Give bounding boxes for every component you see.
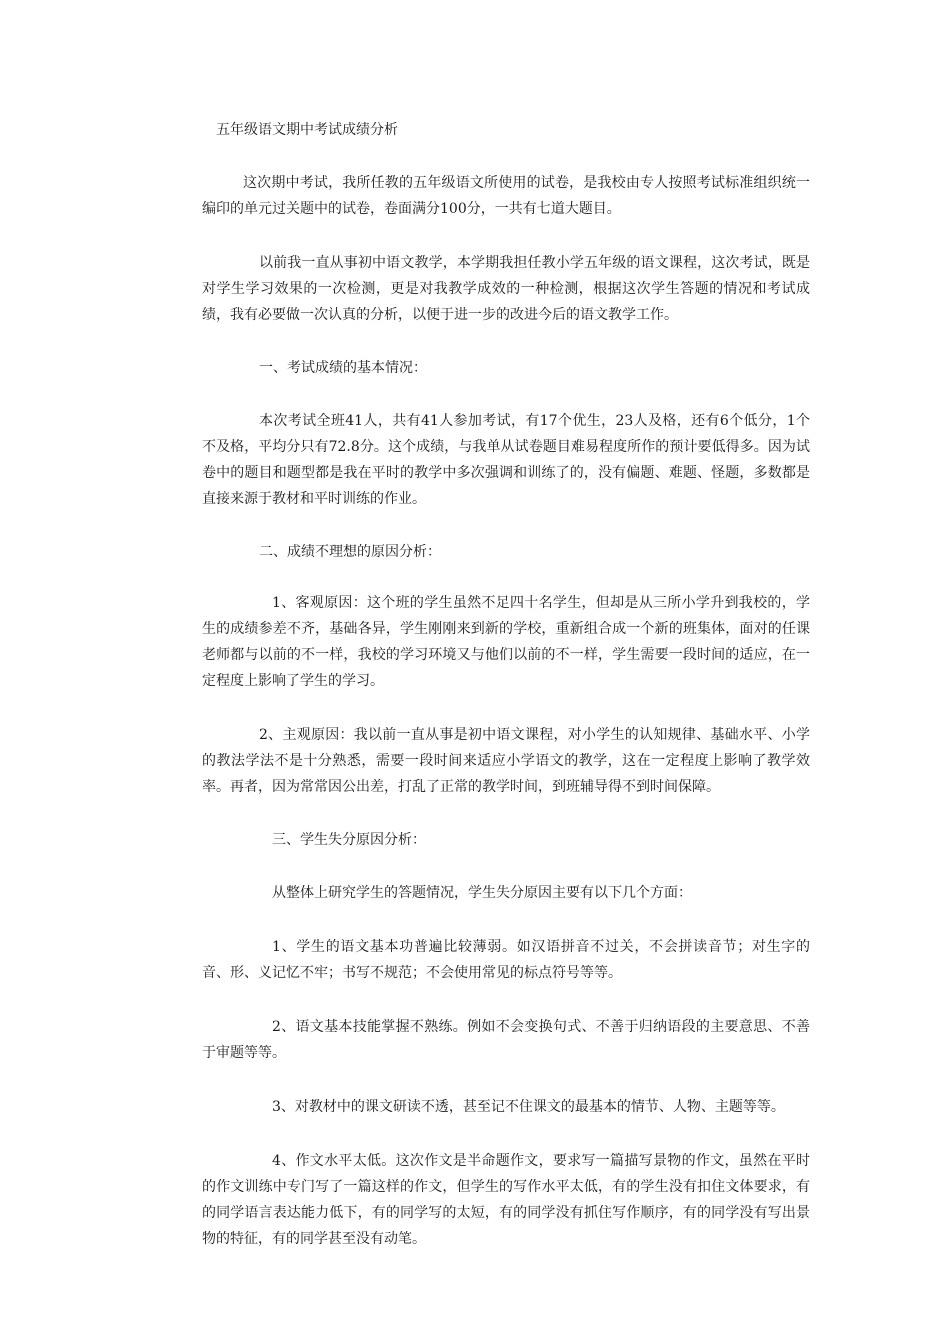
document-title: 五年级语文期中考试成绩分析 [216,122,398,138]
section-heading-reasons: 二、成绩不理想的原因分析： [259,544,441,560]
score-loss-item-1: 1、学生的语文基本功普遍比较薄弱。如汉语拼音不过关，不会拼读音节；对生字的音、形、义记忆不牢；书写不规范；不会使用常见的标点符号等等。 [202,939,810,981]
intro-paragraph: 这次期中考试，我所任教的五年级语文所使用的试卷，是我校由专人按照考试标准组织统一编印的单元过关题中的试卷，卷面满分100分，一共有七道大题目。 [202,175,810,217]
score-loss-item-2: 2、语文基本技能掌握不熟练。例如不会变换句式、不善于归纳语段的主要意思、不善于审题等等。 [202,1019,810,1061]
section-heading-basic-results: 一、考试成绩的基本情况： [259,360,427,376]
results-paragraph: 本次考试全班41人，共有41人参加考试，有17个优生，23人及格，还有6个低分，1个不及格，平均分只有72.8分。这个成绩，与我单从试卷题目难易程度所作的预计要低得多。因为试卷中的题目和题型都是我在平时的教学中多次强调和训练了的，没有偏题、难题、怪题，多数都是直接来源于教材和平时训练的作业。 [202,413,810,507]
score-loss-item-4: 4、作文水平太低。这次作文是半命题作文，要求写一篇描写景物的作文，虽然在平时的作文训练中专门写了一篇这样的作文，但学生的写作水平太低，有的学生没有扣住文体要求，有的同学语言表达能力低下，有的同学写的太短，有的同学没有抓住写作顺序，有的同学没有写出景物的特征，有的同学甚至没有动笔。 [202,1153,810,1247]
subjective-reason-paragraph: 2、主观原因：我以前一直从事是初中语文课程，对小学生的认知规律、基础水平、小学的教法学法不是十分熟悉，需要一段时间来适应小学语文的教学，这在一定程度上影响了教学效率。再者，因为常常因公出差，打乱了正常的教学时间，到班辅导得不到时间保障。 [202,727,810,795]
objective-reason-paragraph: 1、客观原因：这个班的学生虽然不足四十名学生，但却是从三所小学升到我校的，学生的成绩参差不齐，基础各异，学生刚刚来到新的学校，重新组合成一个新的班集体，面对的任课老师都与以前的不一样，我校的学习环境又与他们以前的不一样，学生需要一段时间的适应，在一定程度上影响了学生的学习。 [202,595,810,689]
background-paragraph: 以前我一直从事初中语文教学，本学期我担任教小学五年级的语文课程，这次考试，既是对学生学习效果的一次检测，更是对我教学成效的一种检测，根据这次学生答题的情况和考试成绩，我有必要做一次认真的分析，以便于进一步的改进今后的语文教学工作。 [202,255,810,323]
score-loss-item-3: 3、对教材中的课文研读不透，甚至记不住课文的最基本的情节、人物、主题等等。 [272,1099,785,1115]
document-page [202,120,810,1252]
section-heading-score-loss: 三、学生失分原因分析： [272,832,426,848]
score-loss-intro-paragraph: 从整体上研究学生的答题情况，学生失分原因主要有以下几个方面： [272,885,692,901]
